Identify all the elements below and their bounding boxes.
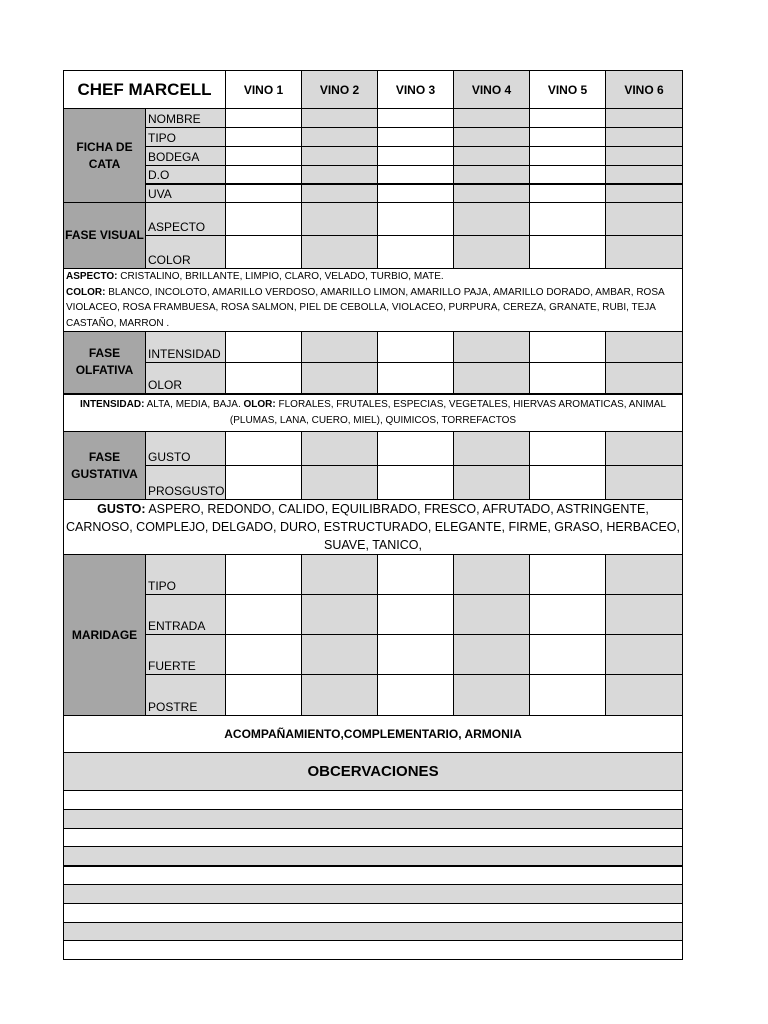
cell-maridage-entrada-vino-6[interactable] xyxy=(606,595,683,635)
note-aspecto-text: CRISTALINO, BRILLANTE, LIMPIO, CLARO, VELADO, TURBIO, MATE. xyxy=(117,271,444,282)
note-row xyxy=(64,500,683,555)
cell-gustativa-prosgusto-vino-1[interactable] xyxy=(226,466,302,500)
cell-olfativa-olor-vino-4[interactable] xyxy=(454,363,530,394)
observation-line-1[interactable] xyxy=(64,791,683,810)
cell-maridage-fuerte-vino-4[interactable] xyxy=(454,635,530,675)
cell-maridage-fuerte-vino-5[interactable] xyxy=(530,635,606,675)
row-label-ficha-tipo: TIPO xyxy=(146,128,226,147)
cell-olfativa-intensidad-vino-3[interactable] xyxy=(378,332,454,363)
row-label-gustativa-gusto: GUSTO xyxy=(146,432,226,466)
cell-ficha-bodega-vino-5[interactable] xyxy=(530,147,606,166)
cell-maridage-tipo-vino-6[interactable] xyxy=(606,555,683,595)
cell-maridage-postre-vino-5[interactable] xyxy=(530,675,606,716)
cell-olfativa-intensidad-vino-2[interactable] xyxy=(302,332,378,363)
row-label-ficha-do: D.O xyxy=(146,166,226,184)
cell-gustativa-gusto-vino-3[interactable] xyxy=(378,432,454,466)
observation-line-6[interactable] xyxy=(64,884,683,903)
cell-ficha-nombre-vino-3[interactable] xyxy=(378,109,454,128)
cell-maridage-fuerte-vino-6[interactable] xyxy=(606,635,683,675)
cell-gustativa-gusto-vino-4[interactable] xyxy=(454,432,530,466)
cell-ficha-uva-vino-3[interactable] xyxy=(378,184,454,203)
cell-ficha-uva-vino-5[interactable] xyxy=(530,184,606,203)
note-row xyxy=(64,269,683,332)
cell-maridage-entrada-vino-3[interactable] xyxy=(378,595,454,635)
cell-maridage-tipo-vino-5[interactable] xyxy=(530,555,606,595)
cell-visual-color-vino-4[interactable] xyxy=(454,236,530,269)
row-label-ficha-bodega: BODEGA xyxy=(146,147,226,166)
pairing-footer: ACOMPAÑAMIENTO,COMPLEMENTARIO, ARMONIA xyxy=(64,716,683,753)
row-label-olfativa-olor: OLOR xyxy=(146,363,226,394)
row-label-maridage-tipo: TIPO xyxy=(146,555,226,595)
sheet-title: CHEF MARCELL xyxy=(64,71,226,109)
note-olor-label: OLOR: xyxy=(243,399,276,411)
section-visual-label: FASE VISUAL xyxy=(64,203,146,269)
cell-olfativa-olor-vino-2[interactable] xyxy=(302,363,378,394)
section-gustativa-label: FASE GUSTATIVA xyxy=(64,432,146,500)
cell-ficha-uva-vino-1[interactable] xyxy=(226,184,302,203)
cell-ficha-tipo-vino-3[interactable] xyxy=(378,128,454,147)
note-intensidad-label: INTENSIDAD: xyxy=(79,399,145,411)
cell-ficha-do-vino-2[interactable] xyxy=(302,166,378,184)
note-intensidad-text: ALTA, MEDIA, BAJA. xyxy=(144,399,244,411)
wine-header-5: VINO 5 xyxy=(530,71,606,109)
cell-ficha-nombre-vino-6[interactable] xyxy=(606,109,683,128)
observation-line-5[interactable] xyxy=(64,866,683,885)
cell-visual-aspecto-vino-2[interactable] xyxy=(302,203,378,236)
observation-line-2[interactable] xyxy=(64,809,683,828)
observation-line-3[interactable] xyxy=(64,828,683,847)
note-color-text: BLANCO, INCOLOTO, AMARILLO VERDOSO, AMARILLO LIMON, AMARILLO PAJA, AMARILLO DORADO, AMBAR, ROSA VIOLACEO, ROSA FRAMBUESA, ROSA SALMON, PIEL DE CEBOLLA, VIOLACEO, PURPURA, CEREZA, GRANATE, RUBI, TEJA CASTAÑO, MARRON . xyxy=(66,286,665,329)
row-label-ficha-uva: UVA xyxy=(146,184,226,203)
section-ficha-label: FICHA DE CATA xyxy=(64,109,146,203)
row-label-olfativa-intensidad: INTENSIDAD xyxy=(146,332,226,363)
tasting-sheet-table xyxy=(63,70,683,960)
cell-gustativa-prosgusto-vino-6[interactable] xyxy=(606,466,683,500)
wine-header-3: VINO 3 xyxy=(378,71,454,109)
row-label-visual-color: COLOR xyxy=(146,236,226,269)
cell-ficha-tipo-vino-1[interactable] xyxy=(226,128,302,147)
observation-line-9[interactable] xyxy=(64,941,683,960)
note-olor-text: FLORALES, FRUTALES, ESPECIAS, VEGETALES, HIERVAS AROMATICAS, ANIMAL (PLUMAS, LANA, CUERO, MIEL), QUIMICOS, TORREFACTOS xyxy=(229,399,667,426)
note-row xyxy=(64,394,683,432)
cell-gustativa-gusto-vino-5[interactable] xyxy=(530,432,606,466)
cell-visual-aspecto-vino-5[interactable] xyxy=(530,203,606,236)
cell-visual-aspecto-vino-1[interactable] xyxy=(226,203,302,236)
observation-line-4[interactable] xyxy=(64,847,683,866)
wine-header-1: VINO 1 xyxy=(226,71,302,109)
cell-olfativa-olor-vino-1[interactable] xyxy=(226,363,302,394)
note-aspecto-label: ASPECTO: xyxy=(66,271,118,282)
cell-olfativa-intensidad-vino-4[interactable] xyxy=(454,332,530,363)
cell-maridage-fuerte-vino-1[interactable] xyxy=(226,635,302,675)
note-color-label: COLOR: xyxy=(66,286,106,298)
cell-olfativa-intensidad-vino-5[interactable] xyxy=(530,332,606,363)
cell-maridage-postre-vino-2[interactable] xyxy=(302,675,378,716)
wine-header-2: VINO 2 xyxy=(302,71,378,109)
cell-olfativa-intensidad-vino-1[interactable] xyxy=(226,332,302,363)
row-label-maridage-postre: POSTRE xyxy=(146,675,226,716)
cell-gustativa-prosgusto-vino-5[interactable] xyxy=(530,466,606,500)
cell-gustativa-prosgusto-vino-4[interactable] xyxy=(454,466,530,500)
cell-ficha-uva-vino-4[interactable] xyxy=(454,184,530,203)
row-label-maridage-fuerte: FUERTE xyxy=(146,635,226,675)
cell-gustativa-prosgusto-vino-2[interactable] xyxy=(302,466,378,500)
cell-ficha-bodega-vino-2[interactable] xyxy=(302,147,378,166)
row-label-maridage-entrada: ENTRADA xyxy=(146,595,226,635)
section-olfativa-label: FASE OLFATIVA xyxy=(64,332,146,394)
cell-maridage-entrada-vino-1[interactable] xyxy=(226,595,302,635)
cell-gustativa-gusto-vino-2[interactable] xyxy=(302,432,378,466)
cell-maridage-postre-vino-6[interactable] xyxy=(606,675,683,716)
cell-maridage-tipo-vino-3[interactable] xyxy=(378,555,454,595)
cell-olfativa-olor-vino-3[interactable] xyxy=(378,363,454,394)
cell-maridage-fuerte-vino-2[interactable] xyxy=(302,635,378,675)
cell-visual-color-vino-5[interactable] xyxy=(530,236,606,269)
cell-ficha-nombre-vino-2[interactable] xyxy=(302,109,378,128)
observation-line-7[interactable] xyxy=(64,903,683,922)
cell-maridage-entrada-vino-4[interactable] xyxy=(454,595,530,635)
cell-visual-aspecto-vino-4[interactable] xyxy=(454,203,530,236)
cell-maridage-tipo-vino-2[interactable] xyxy=(302,555,378,595)
wine-header-4: VINO 4 xyxy=(454,71,530,109)
cell-gustativa-gusto-vino-1[interactable] xyxy=(226,432,302,466)
cell-ficha-uva-vino-6[interactable] xyxy=(606,184,683,203)
cell-maridage-entrada-vino-2[interactable] xyxy=(302,595,378,635)
cell-maridage-postre-vino-3[interactable] xyxy=(378,675,454,716)
cell-visual-color-vino-1[interactable] xyxy=(226,236,302,269)
row-label-visual-aspecto: ASPECTO xyxy=(146,203,226,236)
section-maridage-label: MARIDAGE xyxy=(64,555,146,716)
cell-maridage-entrada-vino-5[interactable] xyxy=(530,595,606,635)
cell-ficha-nombre-vino-5[interactable] xyxy=(530,109,606,128)
note-gusto-text: ASPERO, REDONDO, CALIDO, EQUILIBRADO, FRESCO, AFRUTADO, ASTRINGENTE, CARNOSO, COMPLEJO, DELGADO, DURO, ESTRUCTURADO, ELEGANTE, FIRME, GRASO, HERBACEO, SUAVE, TANICO, xyxy=(66,502,680,552)
row-label-ficha-nombre: NOMBRE xyxy=(146,109,226,128)
cell-ficha-do-vino-4[interactable] xyxy=(454,166,530,184)
cell-ficha-tipo-vino-4[interactable] xyxy=(454,128,530,147)
cell-ficha-bodega-vino-4[interactable] xyxy=(454,147,530,166)
cell-ficha-tipo-vino-2[interactable] xyxy=(302,128,378,147)
cell-ficha-do-vino-6[interactable] xyxy=(606,166,683,184)
cell-maridage-postre-vino-1[interactable] xyxy=(226,675,302,716)
cell-ficha-uva-vino-2[interactable] xyxy=(302,184,378,203)
cell-maridage-tipo-vino-4[interactable] xyxy=(454,555,530,595)
cell-ficha-tipo-vino-6[interactable] xyxy=(606,128,683,147)
cell-ficha-nombre-vino-1[interactable] xyxy=(226,109,302,128)
wine-header-6: VINO 6 xyxy=(606,71,683,109)
cell-olfativa-olor-vino-5[interactable] xyxy=(530,363,606,394)
cell-ficha-bodega-vino-1[interactable] xyxy=(226,147,302,166)
cell-visual-aspecto-vino-6[interactable] xyxy=(606,203,683,236)
cell-ficha-tipo-vino-5[interactable] xyxy=(530,128,606,147)
cell-visual-aspecto-vino-3[interactable] xyxy=(378,203,454,236)
cell-olfativa-intensidad-vino-6[interactable] xyxy=(606,332,683,363)
cell-ficha-bodega-vino-3[interactable] xyxy=(378,147,454,166)
cell-visual-color-vino-6[interactable] xyxy=(606,236,683,269)
row-label-gustativa-prosgusto: PROSGUSTO xyxy=(146,466,226,500)
cell-olfativa-olor-vino-6[interactable] xyxy=(606,363,683,394)
cell-ficha-do-vino-5[interactable] xyxy=(530,166,606,184)
cell-gustativa-prosgusto-vino-3[interactable] xyxy=(378,466,454,500)
note-gusto-label: GUSTO: xyxy=(97,502,146,516)
cell-gustativa-gusto-vino-6[interactable] xyxy=(606,432,683,466)
cell-visual-color-vino-3[interactable] xyxy=(378,236,454,269)
cell-ficha-do-vino-1[interactable] xyxy=(226,166,302,184)
cell-maridage-tipo-vino-1[interactable] xyxy=(226,555,302,595)
observaciones-header: OBCERVACIONES xyxy=(64,753,683,791)
cell-maridage-postre-vino-4[interactable] xyxy=(454,675,530,716)
cell-ficha-do-vino-3[interactable] xyxy=(378,166,454,184)
cell-maridage-fuerte-vino-3[interactable] xyxy=(378,635,454,675)
cell-ficha-bodega-vino-6[interactable] xyxy=(606,147,683,166)
cell-ficha-nombre-vino-4[interactable] xyxy=(454,109,530,128)
cell-visual-color-vino-2[interactable] xyxy=(302,236,378,269)
observation-line-8[interactable] xyxy=(64,922,683,941)
